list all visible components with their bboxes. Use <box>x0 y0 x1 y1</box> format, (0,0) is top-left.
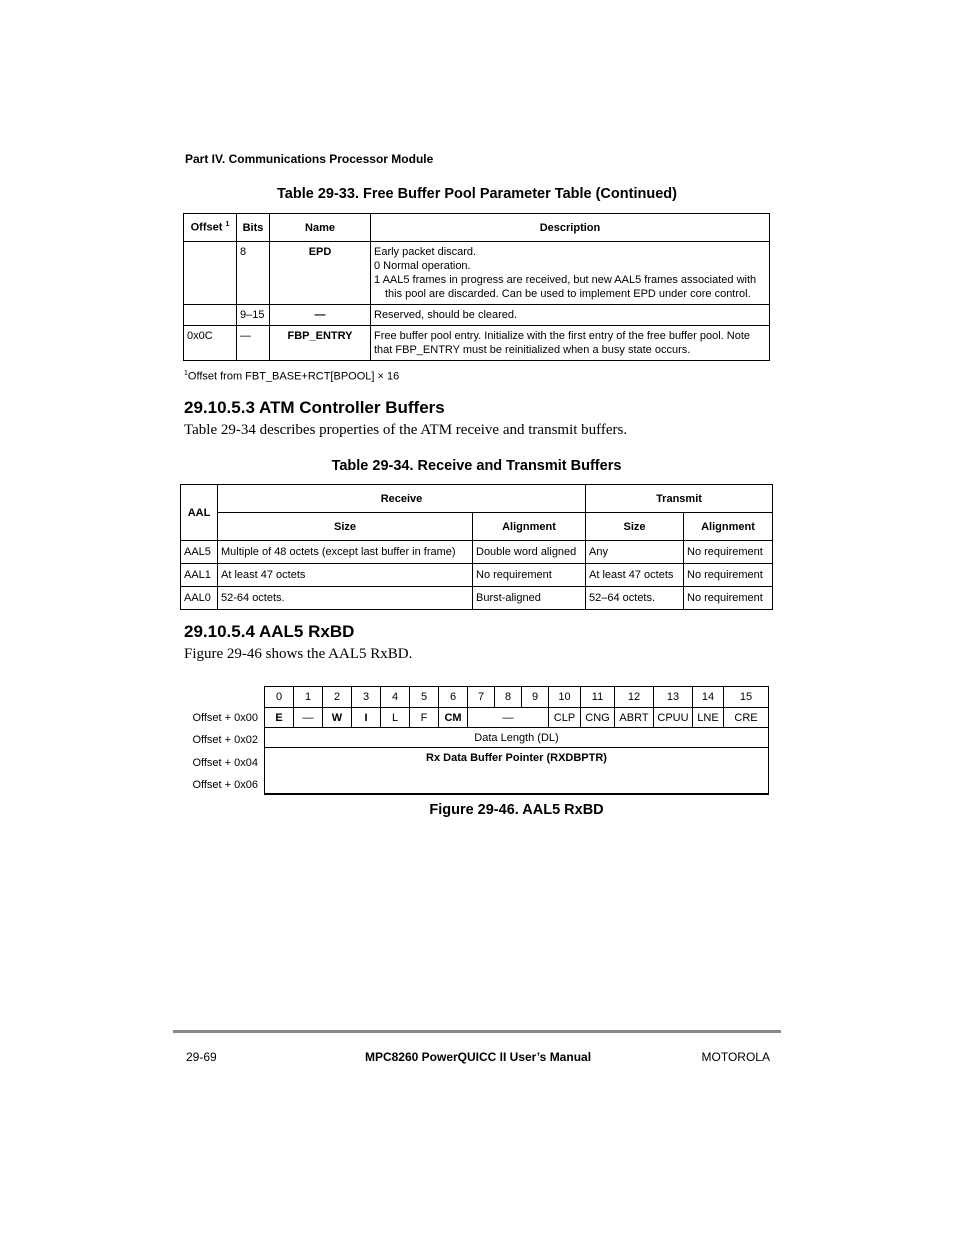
bit-number-row: 0 1 2 3 4 5 6 7 8 9 10 11 12 13 14 15 <box>265 687 769 708</box>
offset-label-0x02: Offset + 0x02 <box>192 734 258 746</box>
field-abrt: ABRT <box>615 708 654 728</box>
field-l: L <box>381 708 410 728</box>
field-cre: CRE <box>724 708 769 728</box>
table-row: 8 EPD Early packet discard. 0 Normal operation. 1 AAL5 frames in progress are received, but new AAL5 frames associated with this pool are discarded. Can be used to implement EPD under core control. <box>184 242 770 305</box>
offset-label-0x00: Offset + 0x00 <box>192 712 258 724</box>
field-row-0x02 <box>265 728 769 748</box>
table-row: 9–15 — Reserved, should be cleared. <box>184 305 770 326</box>
field-rx-data-buffer-pointer: Rx Data Buffer Pointer (RXDBPTR) <box>265 748 769 795</box>
table2-caption: Table 29-34. Receive and Transmit Buffers <box>331 458 622 474</box>
col-description: Description <box>371 214 770 242</box>
aal5-rxbd-register-figure <box>264 686 769 795</box>
col-offset: Offset $^1$ <box>184 214 237 242</box>
col-tx-alignment: Alignment <box>684 513 773 541</box>
field-f: F <box>410 708 439 728</box>
section-text-aal5-rxbd: Figure 29-46 shows the AAL5 RxBD. <box>184 646 413 662</box>
page-number: 29-69 <box>186 1050 217 1064</box>
field-lne: LNE <box>693 708 724 728</box>
field-cpuu: CPUU <box>654 708 693 728</box>
table-row: AAL1 At least 47 octets No requirement At least 47 octets No requirement <box>181 564 773 587</box>
table1-caption: Table 29-33. Free Buffer Pool Parameter Table (Continued) <box>277 186 677 202</box>
field-cng: CNG <box>581 708 615 728</box>
col-rx-size: Size <box>218 513 473 541</box>
col-aal: AAL <box>181 485 218 541</box>
table-row: 0x0C — FBP_ENTRY Free buffer pool entry. Initialize with the first entry of the free buffer pool. Note that FBP_ENTRY must be reinitialized when a busy state occurs. <box>184 326 770 361</box>
table-row: AAL0 52-64 octets. Burst-aligned 52–64 octets. No requirement <box>181 587 773 610</box>
section-heading-aal5-rxbd: 29.10.5.4 AAL5 RxBD <box>184 622 355 641</box>
field-cm: CM <box>439 708 468 728</box>
field-clp: CLP <box>549 708 581 728</box>
col-rx-alignment: Alignment <box>473 513 586 541</box>
col-bits: Bits <box>237 214 270 242</box>
field-w: W <box>323 708 352 728</box>
col-transmit: Transmit <box>586 485 773 513</box>
col-receive: Receive <box>218 485 586 513</box>
figure-caption: Figure 29-46. AAL5 RxBD <box>429 802 604 818</box>
manual-title: MPC8260 PowerQUICC II User’s Manual <box>364 1050 592 1064</box>
offset-label-0x06: Offset + 0x06 <box>192 779 258 791</box>
field-e: E <box>265 708 294 728</box>
field-data-length: Data Length (DL) <box>265 728 769 748</box>
field-reserved-2: — <box>468 708 549 728</box>
field-reserved-1: — <box>294 708 323 728</box>
brand-name: MOTOROLA <box>701 1050 770 1064</box>
field-row-0x04 <box>265 748 769 795</box>
table1-footnote: $^1$Offset from FBT_BASE+RCT[BPOOL] × 16 <box>184 370 400 383</box>
field-i: I <box>352 708 381 728</box>
col-tx-size: Size <box>586 513 684 541</box>
section-text-atm-buffers: Table 29-34 describes properties of the ATM receive and transmit buffers. <box>184 422 628 438</box>
table-row: AAL5 Multiple of 48 octets (except last buffer in frame) Double word aligned Any No requirement <box>181 541 773 564</box>
offset-label-0x04: Offset + 0x04 <box>192 757 258 769</box>
running-header: Part IV. Communications Processor Module <box>185 152 434 166</box>
section-heading-atm-buffers: 29.10.5.3 ATM Controller Buffers <box>184 398 445 417</box>
receive-transmit-table <box>180 484 773 610</box>
col-name: Name <box>270 214 371 242</box>
free-buffer-pool-table <box>183 213 770 361</box>
field-row-0x00 <box>265 708 769 728</box>
footer-divider <box>173 1030 781 1033</box>
